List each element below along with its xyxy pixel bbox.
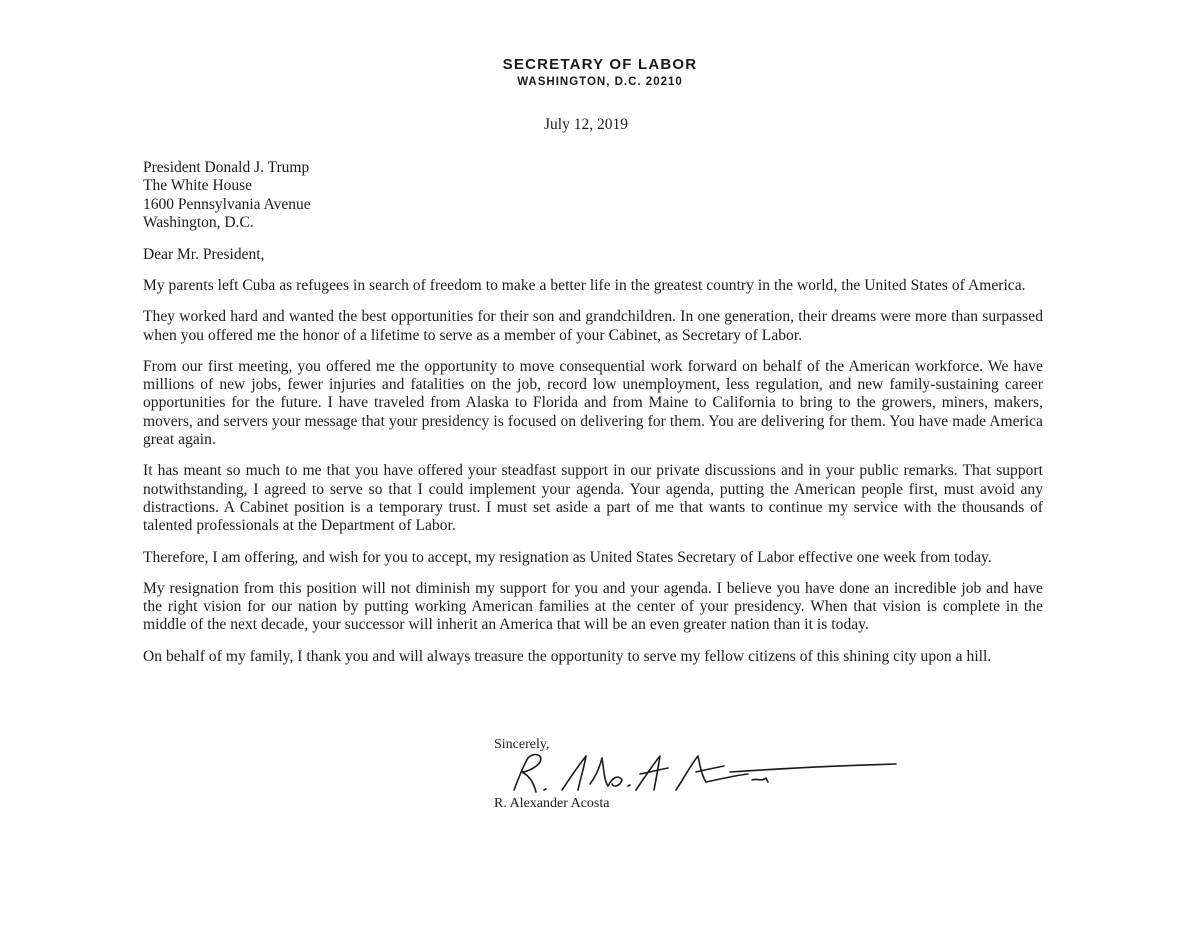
letterhead-address: WASHINGTON, D.C. 20210 [517,76,683,88]
recipient-line: Washington, D.C. [143,213,254,231]
body-paragraph: My parents left Cuba as refugees in search of freedom to make a better life in the greatest country in the world, the United States of America. [143,277,1026,294]
closing: Sincerely, [494,737,550,752]
signer-name: R. Alexander Acosta [494,796,610,811]
recipient-line: President Donald J. Trump [143,159,310,176]
body-paragraph: They worked hard and wanted the best opportunities for their son and grandchildren. In one generation, their dreams were more than surpassed when you offered me the honor of a lifetime to serve as a member of your Cabinet, as Secretary of Labor. [143,308,1043,344]
letter-body [143,277,1043,679]
body-paragraph: From our first meeting, you offered me the opportunity to move consequential work forward on behalf of the American workforce. We have millions of new jobs, fewer injuries and fatalities on the job, record low unemployment, less regulation, and new family-sustaining career opportunities for the future. I have traveled from Alaska to Florida and from Maine to California to bring to the growers, miners, makers, movers, and servers your message that your presidency is focused on delivering for them. You are delivering for them. You have made America great again. [143,357,1043,449]
body-paragraph: My resignation from this position will not diminish my support for you and your agenda. I believe you have done an incredible job and have the right vision for our nation by putting working American families at the center of your presidency. When that vision is complete in the middle of the next decade, your successor will inherit an America that will be an even greater nation than it is today. [143,579,1043,634]
recipient-address [143,159,311,232]
letter-date: July 12, 2019 [544,116,628,133]
letterhead [0,56,1200,90]
recipient-line: 1600 Pennsylvania Avenue [143,195,311,213]
body-paragraph: On behalf of my family, I thank you and will always treasure the opportunity to serve my fellow citizens of this shining city upon a hill. [143,647,992,665]
recipient-line: The White House [143,177,253,195]
salutation: Dear Mr. President, [143,246,265,263]
body-paragraph: Therefore, I am offering, and wish for you to accept, my resignation as United States Secretary of Labor effective one week from today. [143,548,992,566]
body-paragraph: It has meant so much to me that you have offered your steadfast support in our private discussions and in your public remarks. That support notwithstanding, I agreed to serve so that I could implement your agenda. Your agenda, putting the American people first, must avoid any distractions. A Cabinet position is a temporary trust. I must set aside a part of me that wants to continue my service with the thousands of talented professionals at the Department of Labor. [143,462,1043,535]
handwritten-signature [500,750,900,800]
letterhead-title: SECRETARY OF LABOR [502,56,698,73]
